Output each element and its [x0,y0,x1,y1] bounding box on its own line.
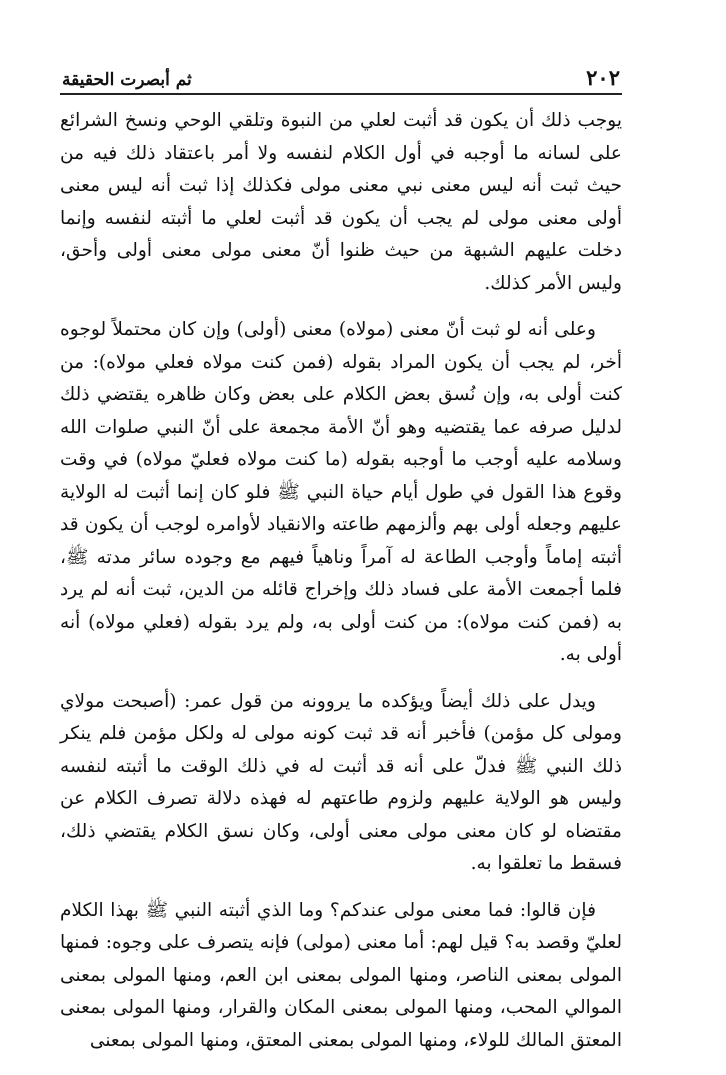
running-header [60,58,622,95]
paragraph-4: فإن قالوا: فما معنى مولى عندكم؟ وما الذي أثبته النبي ﷺ بهذا الكلام لعليّ وقصد به؟ قيل لهم: أما معنى (مولى) فإنه يتصرف على وجوه: فمنها المولى بمعنى الناصر، ومنها المولى بمعنى ابن العم، ومنها المولى بمعنى الموالي المحب، ومنها المولى بمعنى المكان والقرار، ومنها المولى بمعنى المعتق المالك للولاء، ومنها المولى بمعنى المعتق، ومنها المولى بمعنى [60,899,622,1051]
paragraph-1: يوجب ذلك أن يكون قد أثبت لعلي من النبوة وتلقي الوحي ونسخ الشرائع على لسانه ما أوجبه في أول الكلام لنفسه ولا أمر باعتقاد ذلك فيه من حيث ثبت أنه ليس معنى نبي معنى مولى فكذلك إذا ثبت أنه ليس معنى أولى معنى مولى لم يجب أن يكون قد أثبت لعلي ما أثبته لنفسه وإنما دخلت عليهم الشبهة من حيث ظنوا أنّ معنى مولى معنى أولى وأحق، وليس الأمر كذلك. [60,110,622,294]
book-title: ثم أبصرت الحقيقة [62,70,192,90]
paragraph-2: وعلى أنه لو ثبت أنّ معنى (مولاه) معنى (أولى) وإن كان محتملاً لوجوه أخر، لم يجب أن يكون المراد بقوله (فمن كنت مولاه فعلي مولاه): من كنت أولى به، وإن نُسق بعض الكلام على بعض وكان ظاهره يقتضي ذلك لدليل صرفه عما يقتضيه وهو أنّ الأمة مجمعة على أنّ النبي صلوات الله وسلامه عليه أوجب ما أوجبه بقوله (ما كنت مولاه فعليّ مولاه) في وقت وقوع هذا القول في طول أيام حياة النبي ﷺ فلو كان إنما أثبت له الولاية عليهم وجعله أولى بهم وألزمهم طاعته والانقياد لأوامره لوجب أن يكون قد أثبته إماماً وأوجب الطاعة له آمراً وناهياً فيهم مع وجوده سائر مدته ﷺ، فلما أجمعت الأمة على فساد ذلك وإخراج قائله من الدين، ثبت أنه لم يرد به (فمن كنت مولاه): من كنت أولى به، ولم يرد بقوله (فعلي مولاه) أنه أولى به. [60,319,622,665]
body-text [60,105,622,1057]
page-number: ٢٠٢ [586,65,620,90]
book-page [60,58,622,1057]
paragraph-3: ويدل على ذلك أيضاً ويؤكده ما يروونه من قول عمر: (أصبحت مولاي ومولى كل مؤمن) فأخبر أنه قد ثبت كونه مولى له ولكل مؤمن فلم ينكر ذلك النبي ﷺ فدلّ على أنه قد أثبت له في ذلك الوقت ما أثبته لنفسه وليس هو الولاية عليهم ولزوم طاعتهم له فهذه دلالة تصرف الكلام عن مقتضاه لو كان معنى مولى معنى أولى، وكان نسق الكلام يقتضي ذلك، فسقط ما تعلقوا به. [60,690,622,874]
